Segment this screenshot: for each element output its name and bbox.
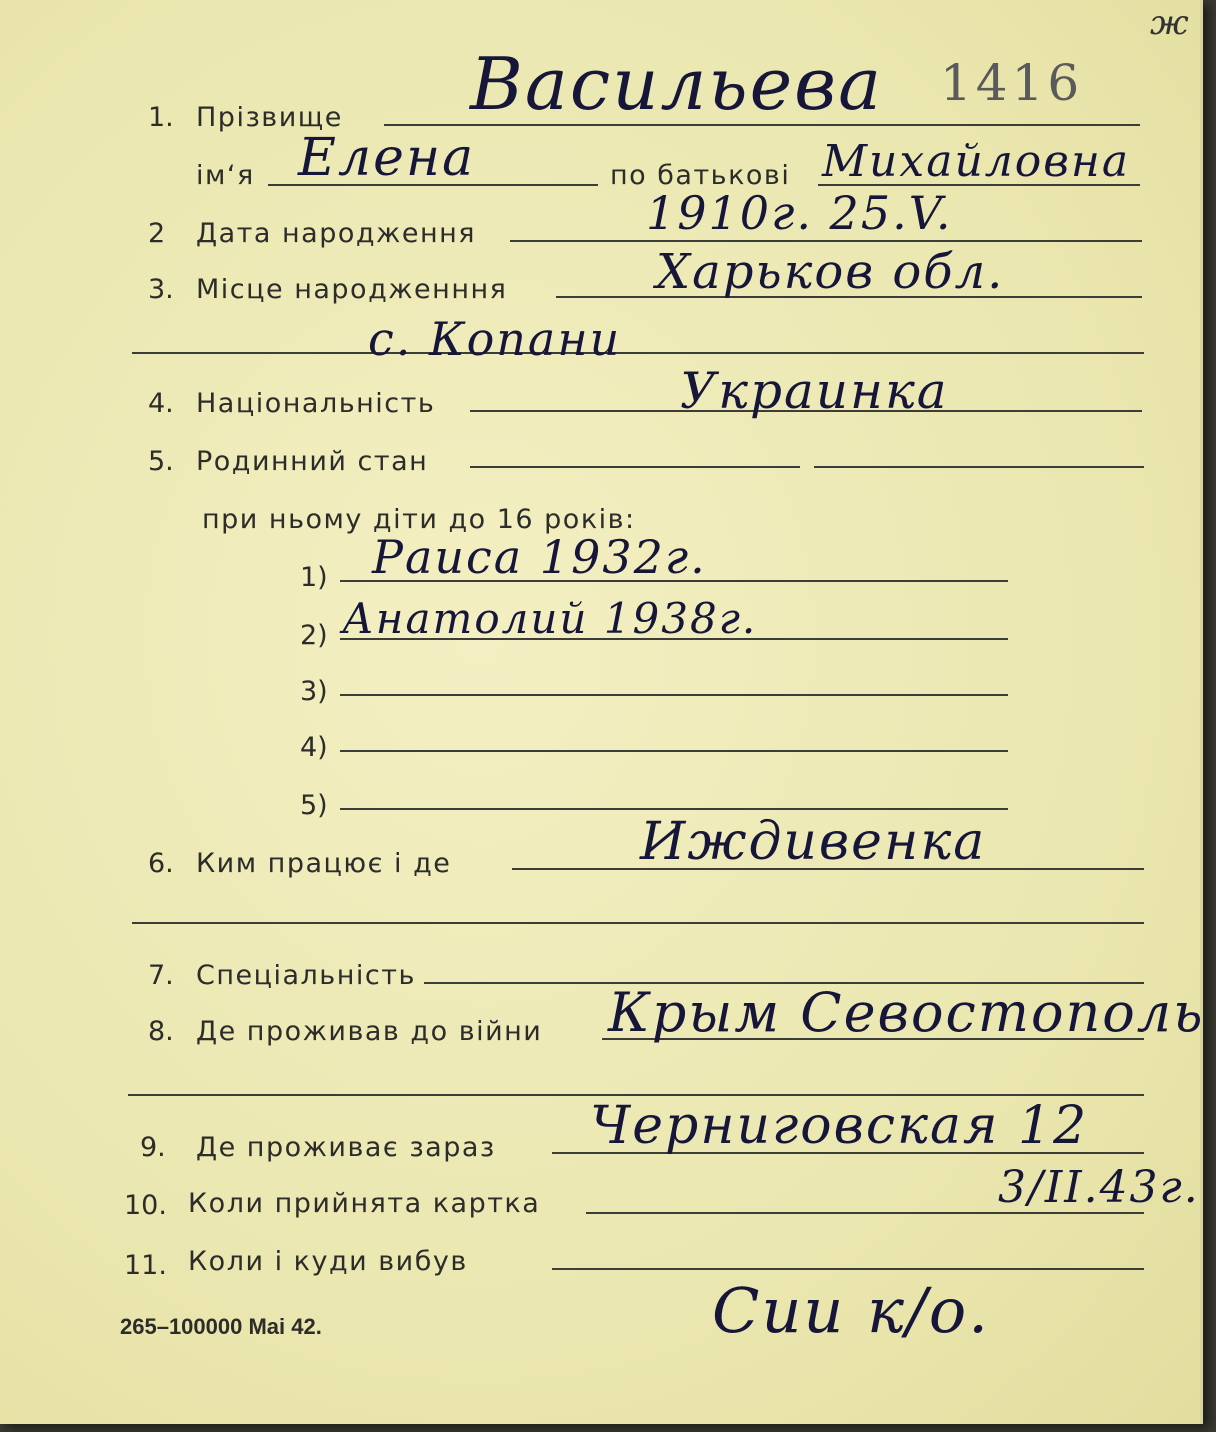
child-number: 1) <box>300 562 328 593</box>
marital-status-line <box>470 466 800 468</box>
card-number: 1416 <box>940 54 1084 112</box>
marital-status-label: Родинний стан <box>196 446 429 477</box>
field-number: 8. <box>148 1016 174 1047</box>
birth-place-label: Місце народженння <box>196 274 508 305</box>
nationality-value: Украинка <box>680 362 949 420</box>
occupation-label: Ким працює і де <box>196 848 452 879</box>
birth-place-value-2: с. Копани <box>368 312 622 366</box>
corner-mark: ж <box>1150 3 1191 43</box>
child-number: 3) <box>300 676 328 707</box>
field-number: 10. <box>124 1190 167 1221</box>
prewar-residence-value: Крым Севостополь <box>608 981 1205 1044</box>
children-heading: при ньому діти до 16 років: <box>202 504 636 535</box>
patronymic-value: Михайловна <box>822 136 1131 187</box>
card-accepted-value: 3/II.43г. <box>998 1162 1200 1213</box>
child-number: 5) <box>300 790 328 821</box>
child-value: Анатолий 1938г. <box>342 594 758 643</box>
child-number: 4) <box>300 732 328 763</box>
birth-place-value: Харьков обл. <box>656 244 1005 300</box>
nationality-label: Національність <box>196 388 436 419</box>
prewar-residence-label: Де проживав до війни <box>196 1016 543 1047</box>
occupation-value: Иждивенка <box>640 812 987 872</box>
child-line <box>340 808 1008 810</box>
birth-place-line-2 <box>132 352 1144 354</box>
field-number: 7. <box>148 960 174 991</box>
field-number: 9. <box>140 1132 166 1163</box>
child-line <box>340 750 1008 752</box>
field-number: 11. <box>124 1250 167 1281</box>
departed-line <box>552 1268 1144 1270</box>
departed-label: Коли і куди вибув <box>188 1246 468 1277</box>
occupation-line-2 <box>132 922 1144 924</box>
current-residence-value: Черниговская 12 <box>590 1096 1089 1156</box>
field-number: 6. <box>148 848 174 879</box>
field-number: 2 <box>148 218 166 249</box>
field-number: 5. <box>148 446 174 477</box>
card-accepted-label: Коли прийнята картка <box>188 1188 541 1219</box>
surname-label: Прізвище <box>196 102 343 133</box>
birth-date-line <box>510 240 1142 242</box>
child-line <box>340 694 1008 696</box>
child-value: Раиса 1932г. <box>372 530 707 584</box>
field-number: 4. <box>148 388 174 419</box>
current-residence-label: Де проживає зараз <box>196 1132 496 1163</box>
child-number: 2) <box>300 620 328 651</box>
first-name-label: ім‘я <box>196 160 255 191</box>
marital-status-line-2 <box>814 466 1144 468</box>
patronymic-label: по батькові <box>610 160 791 191</box>
departed-value: Сии к/о. <box>712 1274 990 1347</box>
birth-date-value: 1910г. 25.V. <box>646 186 953 240</box>
surname-value: Васильева <box>470 42 884 126</box>
field-number: 1. <box>148 102 174 133</box>
first-name-value: Елена <box>298 128 476 188</box>
specialty-label: Спеціальність <box>196 960 416 991</box>
birth-date-label: Дата народження <box>196 218 477 249</box>
print-imprint: 265–100000 Mai 42. <box>120 1314 322 1339</box>
field-number: 3. <box>148 274 174 305</box>
